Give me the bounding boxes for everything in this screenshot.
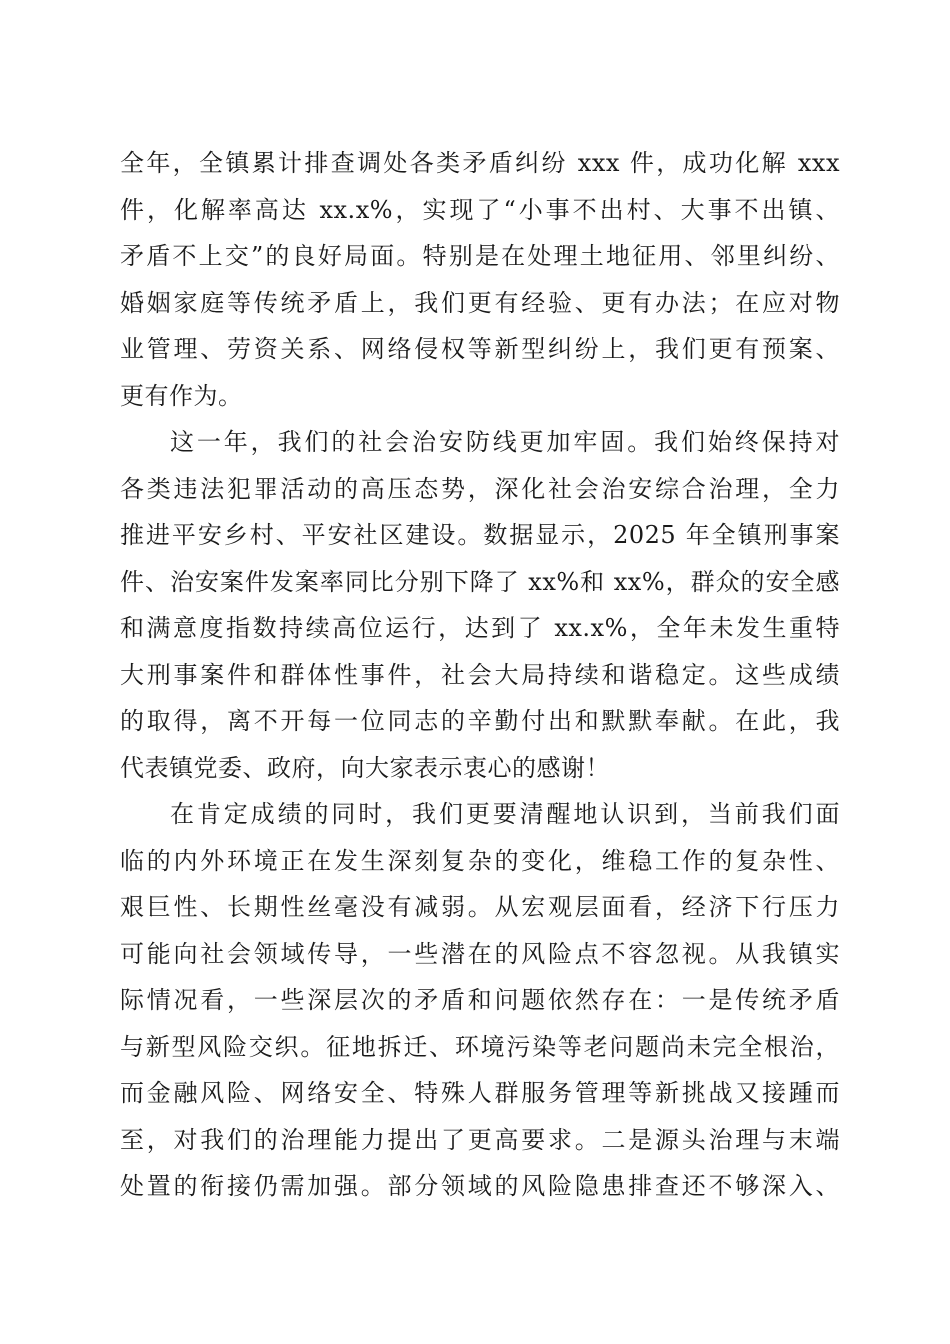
paragraph-2-line-7: 的取得，离不开每一位同志的辛勤付出和默默奉献。在此，我 — [120, 707, 840, 735]
paragraph-3-line-5: 际情况看，一些深层次的矛盾和问题依然存在：一是传统矛盾 — [120, 986, 840, 1014]
paragraph-1-line-1: 全年，全镇累计排查调处各类矛盾纠纷 xxx 件，成功化解 xxx — [120, 149, 840, 177]
paragraph-3-line-7: 而金融风险、网络安全、特殊人群服务管理等新挑战又接踵而 — [120, 1079, 840, 1107]
paragraph-2-line-4: 件、治安案件发案率同比分别下降了 xx%和 xx%，群众的安全感 — [120, 567, 840, 596]
paragraph-3-line-6: 与新型风险交织。征地拆迁、环境污染等老问题尚未完全根治， — [120, 1032, 840, 1061]
paragraph-3-line-1: 在肯定成绩的同时，我们更要清醒地认识到，当前我们面 — [170, 800, 840, 828]
document-body — [120, 140, 840, 1210]
paragraph-2-line-2: 各类违法犯罪活动的高压态势，深化社会治安综合治理，全力 — [120, 474, 840, 503]
paragraph-2-line-1: 这一年，我们的社会治安防线更加牢固。我们始终保持对 — [170, 428, 840, 456]
paragraph-3-line-2: 临的内外环境正在发生深刻复杂的变化，维稳工作的复杂性、 — [120, 846, 840, 875]
paragraph-3-line-8: 至，对我们的治理能力提出了更高要求。二是源头治理与末端 — [120, 1125, 840, 1154]
paragraph-2-line-6: 大刑事案件和群体性事件，社会大局持续和谐稳定。这些成绩 — [120, 660, 840, 689]
paragraph-2-line-5: 和满意度指数持续高位运行，达到了 xx.x%，全年未发生重特 — [120, 614, 840, 642]
paragraph-2-line-8: 代表镇党委、政府，向大家表示衷心的感谢！ — [120, 753, 610, 782]
paragraph-1-line-6: 更有作为。 — [120, 381, 243, 410]
paragraph-1-line-4: 婚姻家庭等传统矛盾上，我们更有经验、更有办法；在应对物 — [120, 288, 840, 317]
paragraph-2-line-3: 推进平安乡村、平安社区建设。数据显示，2025 年全镇刑事案 — [120, 521, 840, 549]
paragraph-1-line-5: 业管理、劳资关系、网络侵权等新型纠纷上，我们更有预案、 — [120, 335, 840, 363]
paragraph-3-line-3: 艰巨性、长期性丝毫没有减弱。从宏观层面看，经济下行压力 — [120, 893, 840, 921]
paragraph-1-line-3: 矛盾不上交”的良好局面。特别是在处理土地征用、邻里纠纷、 — [120, 242, 840, 270]
paragraph-1-line-2: 件，化解率高达 xx.x%，实现了“小事不出村、大事不出镇、 — [120, 195, 840, 224]
paragraph-3-line-4: 可能向社会领域传导，一些潜在的风险点不容忽视。从我镇实 — [120, 939, 840, 968]
paragraph-3-line-9: 处置的衔接仍需加强。部分领域的风险隐患排查还不够深入、 — [120, 1172, 840, 1200]
